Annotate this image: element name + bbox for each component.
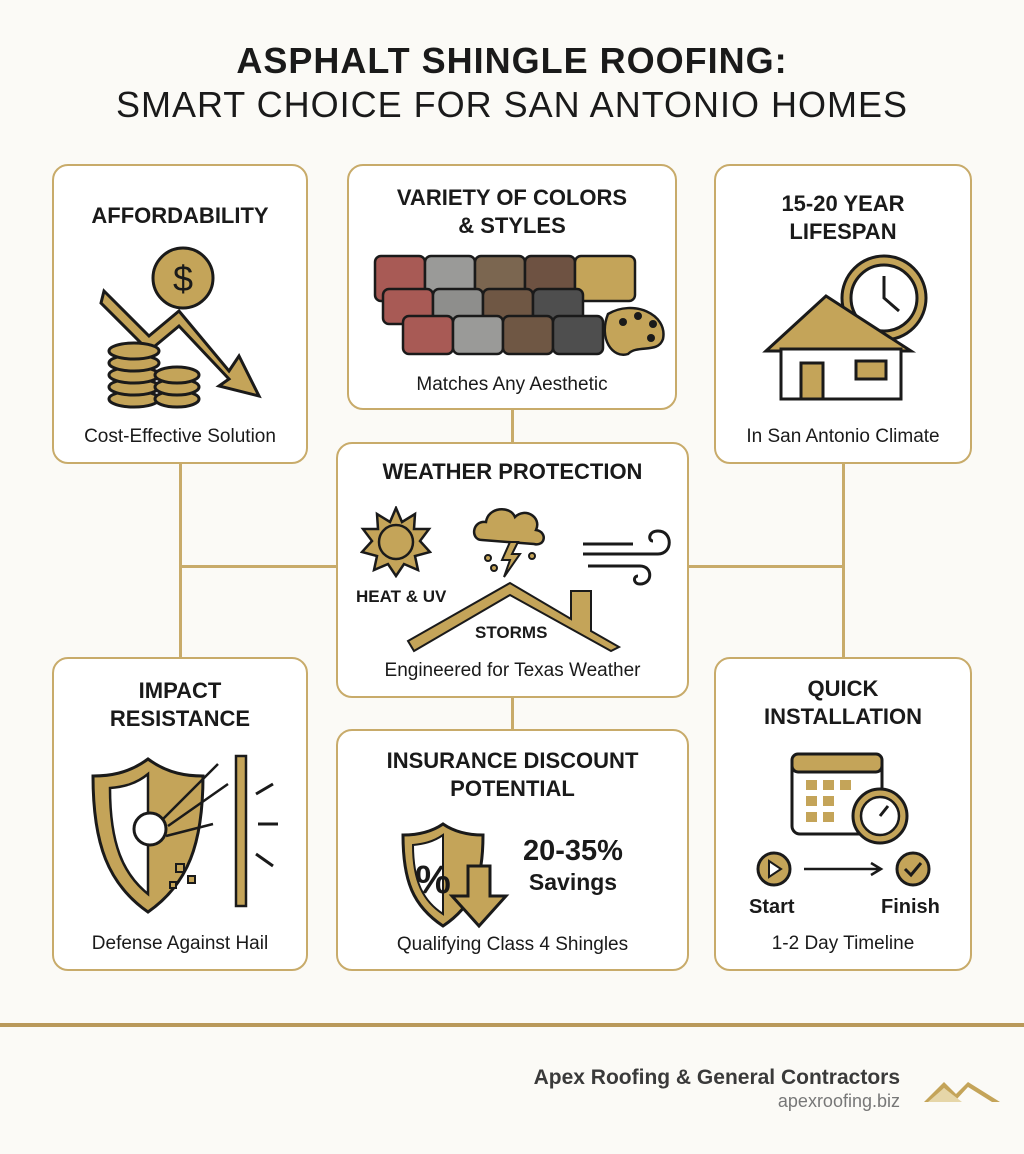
connector (180, 565, 336, 568)
card-title: IMPACT (138, 678, 222, 703)
card-caption: 1-2 Day Timeline (771, 933, 915, 954)
storm-cloud-icon (470, 502, 550, 582)
connector (689, 565, 843, 568)
card-installation (714, 657, 972, 971)
money-down-icon (99, 241, 269, 411)
savings-percent: 20-35% (523, 835, 623, 867)
svg-text:$: $ (172, 258, 194, 299)
company-website[interactable]: apexroofing.biz (777, 1091, 900, 1111)
card-title: INSTALLATION (763, 704, 923, 729)
company-logo-icon (922, 1078, 1002, 1104)
title-line-1: ASPHALT SHINGLE ROOFING: (236, 40, 788, 81)
card-title: RESISTANCE (109, 706, 251, 731)
house-clock-icon (761, 251, 931, 401)
card-title: LIFESPAN (789, 219, 897, 244)
title-line-2: SMART CHOICE FOR SAN ANTONIO HOMES (115, 84, 909, 125)
card-caption: Engineered for Texas Weather (384, 660, 641, 681)
card-title: & STYLES (458, 213, 566, 238)
card-title: POTENTIAL (450, 776, 575, 801)
card-affordability (52, 164, 308, 464)
finish-label: Finish (881, 896, 940, 918)
company-name: Apex Roofing & General Contractors (533, 1066, 900, 1089)
timeline-icon (746, 849, 936, 889)
card-title: AFFORDABILITY (91, 203, 269, 228)
card-caption: Defense Against Hail (91, 933, 269, 954)
card-insurance (336, 729, 689, 971)
connector (179, 464, 182, 657)
connector (511, 410, 514, 442)
heat-uv-label: HEAT & UV (356, 587, 447, 606)
savings-label: Savings (528, 869, 618, 895)
card-caption: Matches Any Aesthetic (416, 374, 608, 395)
footer-divider (0, 1023, 1024, 1027)
card-variety (347, 164, 677, 410)
card-caption: In San Antonio Climate (746, 426, 940, 447)
svg-text:%: % (415, 858, 451, 902)
card-impact (52, 657, 308, 971)
card-caption: Qualifying Class 4 Shingles (396, 934, 629, 955)
card-title: VARIETY OF COLORS (396, 185, 628, 210)
card-title: QUICK (807, 676, 879, 701)
calendar-stopwatch-icon (788, 744, 913, 849)
connector (842, 464, 845, 657)
connector (511, 698, 514, 729)
wind-icon (578, 526, 673, 586)
start-label: Start (749, 896, 795, 918)
shingle-swatch-icon (373, 254, 668, 359)
card-caption: Cost-Effective Solution (84, 426, 276, 447)
card-title: 15-20 YEAR (781, 191, 905, 216)
storms-label: STORMS (475, 623, 548, 642)
card-lifespan (714, 164, 972, 464)
sun-icon (360, 506, 432, 578)
card-title: INSURANCE DISCOUNT (386, 748, 639, 773)
shield-percent-icon (398, 821, 518, 931)
shield-hail-icon (88, 754, 283, 914)
card-title: WEATHER PROTECTION (382, 459, 643, 484)
card-weather (336, 442, 689, 698)
